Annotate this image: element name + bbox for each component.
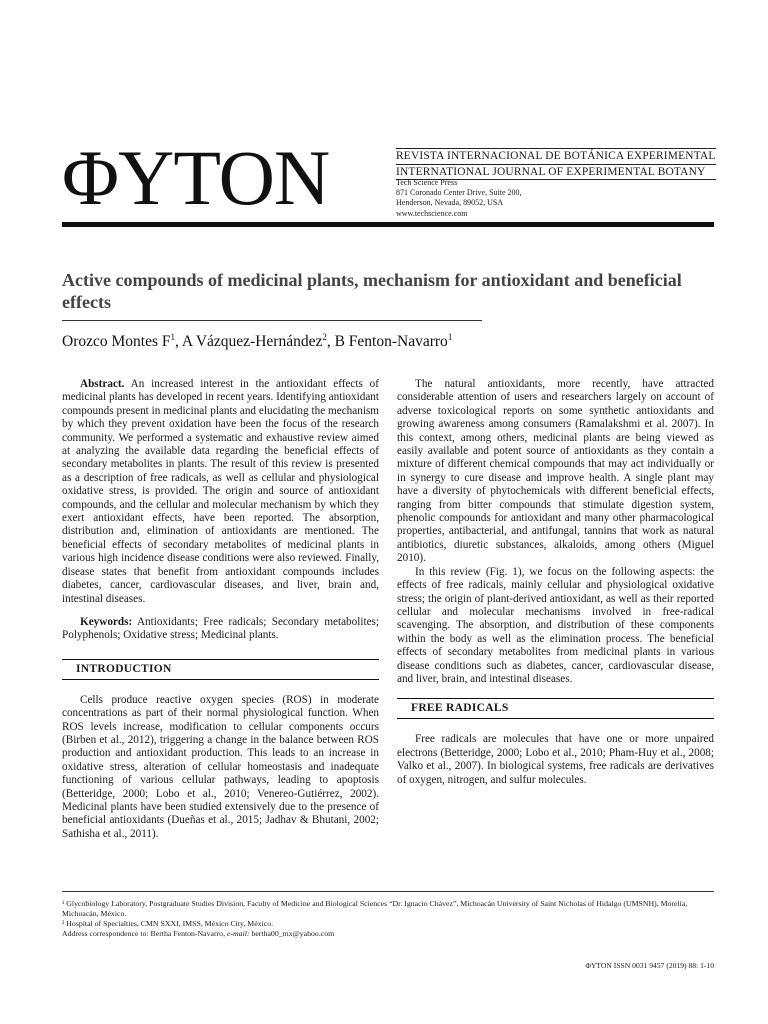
title-divider [62,320,482,321]
footnote-divider [62,891,714,892]
footnote-affiliation-2: ² Hospital of Specialties, CMN SXXI, IMSS, México City, México. [62,919,274,928]
body-paragraph-2: In this review (Fig. 1), we focus on the following aspects: the effects of free radicals, mainly cellular and physiological oxidative stress; the origin of plant-derived antioxidant, as well as their reported cellular and molecular mechanisms involved in free-radical scavenging. The absorption, and distribution of these components within the body as well as the elimination process. The beneficial effects of secondary metabolites from medicinal plants in various disease conditions such as diabetes, cancer, cardiovascular disease, and liver, brain, and intestinal diseases. [397,565,714,685]
publisher-address-line-2: Henderson, Nevada, 89052, USA [396,198,504,208]
correspondence-email[interactable]: bertha00_mx@yahoo.com [249,929,335,938]
body-paragraph-1: The natural antioxidants, more recently, have attracted considerable attention of users and researchers largely on account of adverse toxicological reports on some synthetic antioxidants and growing awareness among consumers (Ramalakshmi et al. 2007). In this context, among others, medicinal plants are being viewed as easily available and potent source of antioxidants as they contain a mixture of different chemical compounds that may act individually or in synergy to cure disease and improve health. A single plant may have a diversity of phytochemicals with different beneficial effects, ranging from bitter compounds that stimulate digestion system, phenolic compounds for antioxidant and many other pharmacological properties, antibacterial, and antifungal, tannins that work as natural antibiotics, diuretic substances, alkaloids, among others (Miguel 2010). [397,378,714,565]
article-title: Active compounds of medicinal plants, mechanism for antioxidant and beneficial effects [62,270,682,312]
journal-name-english: INTERNATIONAL JOURNAL OF EXPERIMENTAL BOTANY [396,164,716,180]
author-list [62,327,452,352]
author-name: B Fenton-Navarro [334,333,448,351]
introduction-heading: INTRODUCTION [62,659,379,680]
journal-name-block [396,148,716,180]
abstract-text: An increased interest in the antioxidant effects of medicinal plants has developed in recent years. Identifying antioxidant compounds present in medicinal plants and elucidating the mechanism by which they prevent oxidation have been the focus of the research community. We performed a systematic and exhaustive review aimed at analyzing the available data regarding the beneficial effects of secondary metabolites in plants. The result of this review is presented as a description of free radicals, as well as cellular and physiological oxidative stress, is provided. The origin and source of antioxidant compounds, and the cellular and molecular mechanism by which they exert antioxidant effects, have been reported. The absorption, distribution and, elimination of antioxidants are mentioned. The beneficial effects of secondary metabolites of medicinal plants in various high incidence disease conditions were also reviewed. Finally, disease states that benefit from antioxidant compounds includes diabetes, cancer, cardiovascular diseases, and liver, brain and, intestinal diseases. [62,378,379,605]
author-affiliation-mark: 1 [447,332,453,342]
keywords-paragraph [62,616,379,643]
publisher-info [396,178,522,219]
author-affiliation-mark: 2 [322,332,327,342]
left-column [62,378,379,841]
introduction-paragraph: Cells produce reactive oxygen species (ROS) in moderate concentrations as part of their normal physiological function. When ROS levels increase, modification to cellular components occurs (Birben et al., 2012), triggering a change in the balance between ROS production and antioxidant production. This leads to an increase in oxidative stress, alteration of cellular homeostasis and inadequate functioning of various cellular pathways, leading to apoptosis (Betteridge, 2000; Lobo et al., 2010; Venereo-Gutiérrez, 2002). Medicinal plants have been studied extensively due to the presence of beneficial antioxidants (Dueñas et al., 2015; Jadhav & Bhutani, 2002; Sathisha et al., 2011). [62,693,379,840]
publisher-address-line-1: 871 Coronado Center Drive, Suite 200, [396,188,522,198]
author-affiliation-mark: 1 [170,332,175,342]
issn-citation: ΦYTON ISSN 0031 9457 (2019) 88: 1-10 [585,961,714,970]
keywords-text: Antioxidants; Free radicals; Secondary metabolites; Polyphenols; Oxidative stress; Medicinal plants. [62,615,379,642]
publisher-name: Tech Science Press [396,178,458,187]
correspondence-prefix: Address correspondence to: Bertha Fenton-Navarro, [62,929,227,938]
footnotes [62,899,714,939]
free-radicals-heading: FREE RADICALS [397,698,714,719]
footnote-affiliation-1: ¹ Glycobiology Laboratory, Postgraduate Studies Division, Faculty of Medicine and Biological Sciences “Dr. Ignacio Chávez”, Michoacán University of Saint Nicholas of Hidalgo (UMSNH), Morelia, Michoacán, México. [62,899,688,918]
abstract-paragraph [62,378,379,606]
email-label: e-mail: [226,929,250,938]
header-divider [62,222,714,227]
keywords-label: Keywords: [80,615,133,628]
abstract-label: Abstract. [80,378,125,390]
author-separator: , [175,333,182,351]
correspondence-note [62,929,714,939]
publisher-url[interactable]: www.techscience.com [396,208,468,218]
author-separator: , [326,333,335,351]
author-name: Orozco Montes F [62,333,171,351]
journal-name-spanish: REVISTA INTERNACIONAL DE BOTÁNICA EXPERIMENTAL [396,150,716,162]
author-name: A Vázquez-Hernández [181,333,323,351]
right-column [397,378,714,787]
body-paragraph-3: Free radicals are molecules that have one or more unpaired electrons (Betteridge, 2000; Lobo et al., 2010; Pham-Huy et al., 2008; Valko et al., 2007). In biological systems, free radicals are derivatives of oxygen, nitrogen, and sulfur molecules. [397,733,714,786]
journal-logo: ΦYTON [62,134,330,221]
